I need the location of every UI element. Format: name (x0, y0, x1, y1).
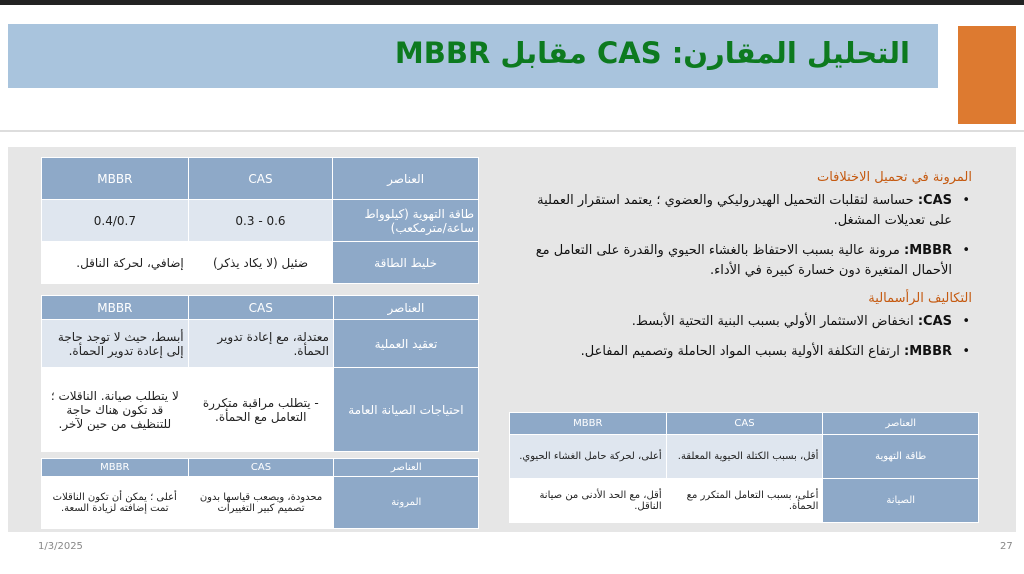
bullet-item (520, 312, 952, 332)
header-elements: العناصر (823, 413, 979, 435)
cell-mbbr: إضافي، لحركة الناقل. (42, 242, 189, 284)
operation-table (41, 295, 479, 452)
header-cas: CAS (188, 296, 333, 320)
header-mbbr: MBBR (510, 413, 667, 435)
section-heading-flexibility: المرونة في تحميل الاختلافات (816, 170, 972, 185)
header-mbbr: MBBR (42, 296, 189, 320)
orange-accent-box (958, 26, 1016, 124)
footer-date: 1/3/2025 (38, 541, 83, 552)
top-frame (0, 0, 1024, 5)
cell-cas: - يتطلب مراقبة متكررة التعامل مع الحمأة. (188, 368, 333, 452)
cell-cas: معتدلة، مع إعادة تدوير الحمأة. (188, 320, 333, 368)
header-cas: CAS (188, 158, 332, 200)
cell-mbbr: 0.4/0.7 (42, 200, 189, 242)
header-elements: العناصر (334, 459, 479, 477)
bullet-text: انخفاض الاستثمار الأولي بسبب البنية التحتية الأبسط. (631, 314, 918, 329)
page-number: 27 (1000, 541, 1013, 552)
row-label: الصيانة (823, 479, 979, 523)
bullet-label: MBBR: (904, 344, 952, 359)
cell-cas: أقل، بسبب الكتلة الحيوية المعلقة. (666, 435, 823, 479)
energy-table (41, 157, 479, 284)
bullet-label: MBBR: (904, 243, 952, 258)
comparison-text (520, 166, 972, 372)
header-elements: العناصر (333, 296, 478, 320)
header-cas: CAS (666, 413, 823, 435)
row-label: احتياجات الصيانة العامة (333, 368, 478, 452)
title-divider (0, 130, 1024, 132)
header-mbbr: MBBR (42, 459, 189, 477)
header-mbbr: MBBR (42, 158, 189, 200)
bullet-label: CAS: (917, 314, 952, 329)
row-label: تعقيد العملية (333, 320, 478, 368)
cost-summary-table (509, 412, 979, 523)
row-label: المرونة (334, 477, 479, 529)
section-heading-capital-costs: التكاليف الرأسمالية (868, 291, 972, 306)
slide-title: التحليل المقارن: CAS مقابل MBBR (394, 36, 910, 70)
bullet-label: CAS: (917, 193, 952, 208)
cell-mbbr: لا يتطلب صيانة. الناقلات ؛ قد تكون هناك حاجة للتنظيف من حين لآخر. (42, 368, 189, 452)
bullet-text: حساسة لتقلبات التحميل الهيدروليكي والعضوي ؛ يعتمد استقرار العملية على تعديلات المشغل. (537, 193, 952, 228)
bullet-text: ارتفاع التكلفة الأولية بسبب المواد الحاملة وتصميم المفاعل. (580, 344, 905, 359)
row-label: خليط الطاقة (333, 242, 479, 284)
header-elements: العناصر (333, 158, 479, 200)
cell-cas: محدودة، ويصعب قياسها بدون تصميم كبير التغييرات (188, 477, 334, 529)
header-cas: CAS (188, 459, 334, 477)
cell-mbbr: أعلى ؛ يمكن أن تكون الناقلات تمت إضافته لزيادة السعة. (42, 477, 189, 529)
title-band (8, 24, 938, 88)
bullet-text: مرونة عالية بسبب الاحتفاظ بالغشاء الحيوي والقدرة على التعامل مع الأحمال المتغيرة دون خسارة كبيرة في الأداء. (535, 243, 952, 278)
bullet-item (520, 241, 952, 281)
cell-cas: 0.6 - 0.3 (188, 200, 332, 242)
cell-mbbr: أعلى، لحركة حامل الغشاء الحيوي. (510, 435, 667, 479)
cell-mbbr: أقل، مع الحد الأدنى من صيانة الناقل. (510, 479, 667, 523)
cell-mbbr: أبسط، حيث لا توجد حاجة إلى إعادة تدوير الحمأة. (42, 320, 189, 368)
flexibility-table (41, 458, 479, 529)
cell-cas: ضئيل (لا يكاد يذكر) (188, 242, 332, 284)
bullet-item (520, 191, 952, 231)
row-label: طاقة التهوية (823, 435, 979, 479)
cell-cas: أعلى، بسبب التعامل المتكرر مع الحمأة. (666, 479, 823, 523)
bullet-item (520, 342, 952, 362)
row-label: طاقة التهوية (كيلوواط ساعة/مترمكعب) (333, 200, 479, 242)
